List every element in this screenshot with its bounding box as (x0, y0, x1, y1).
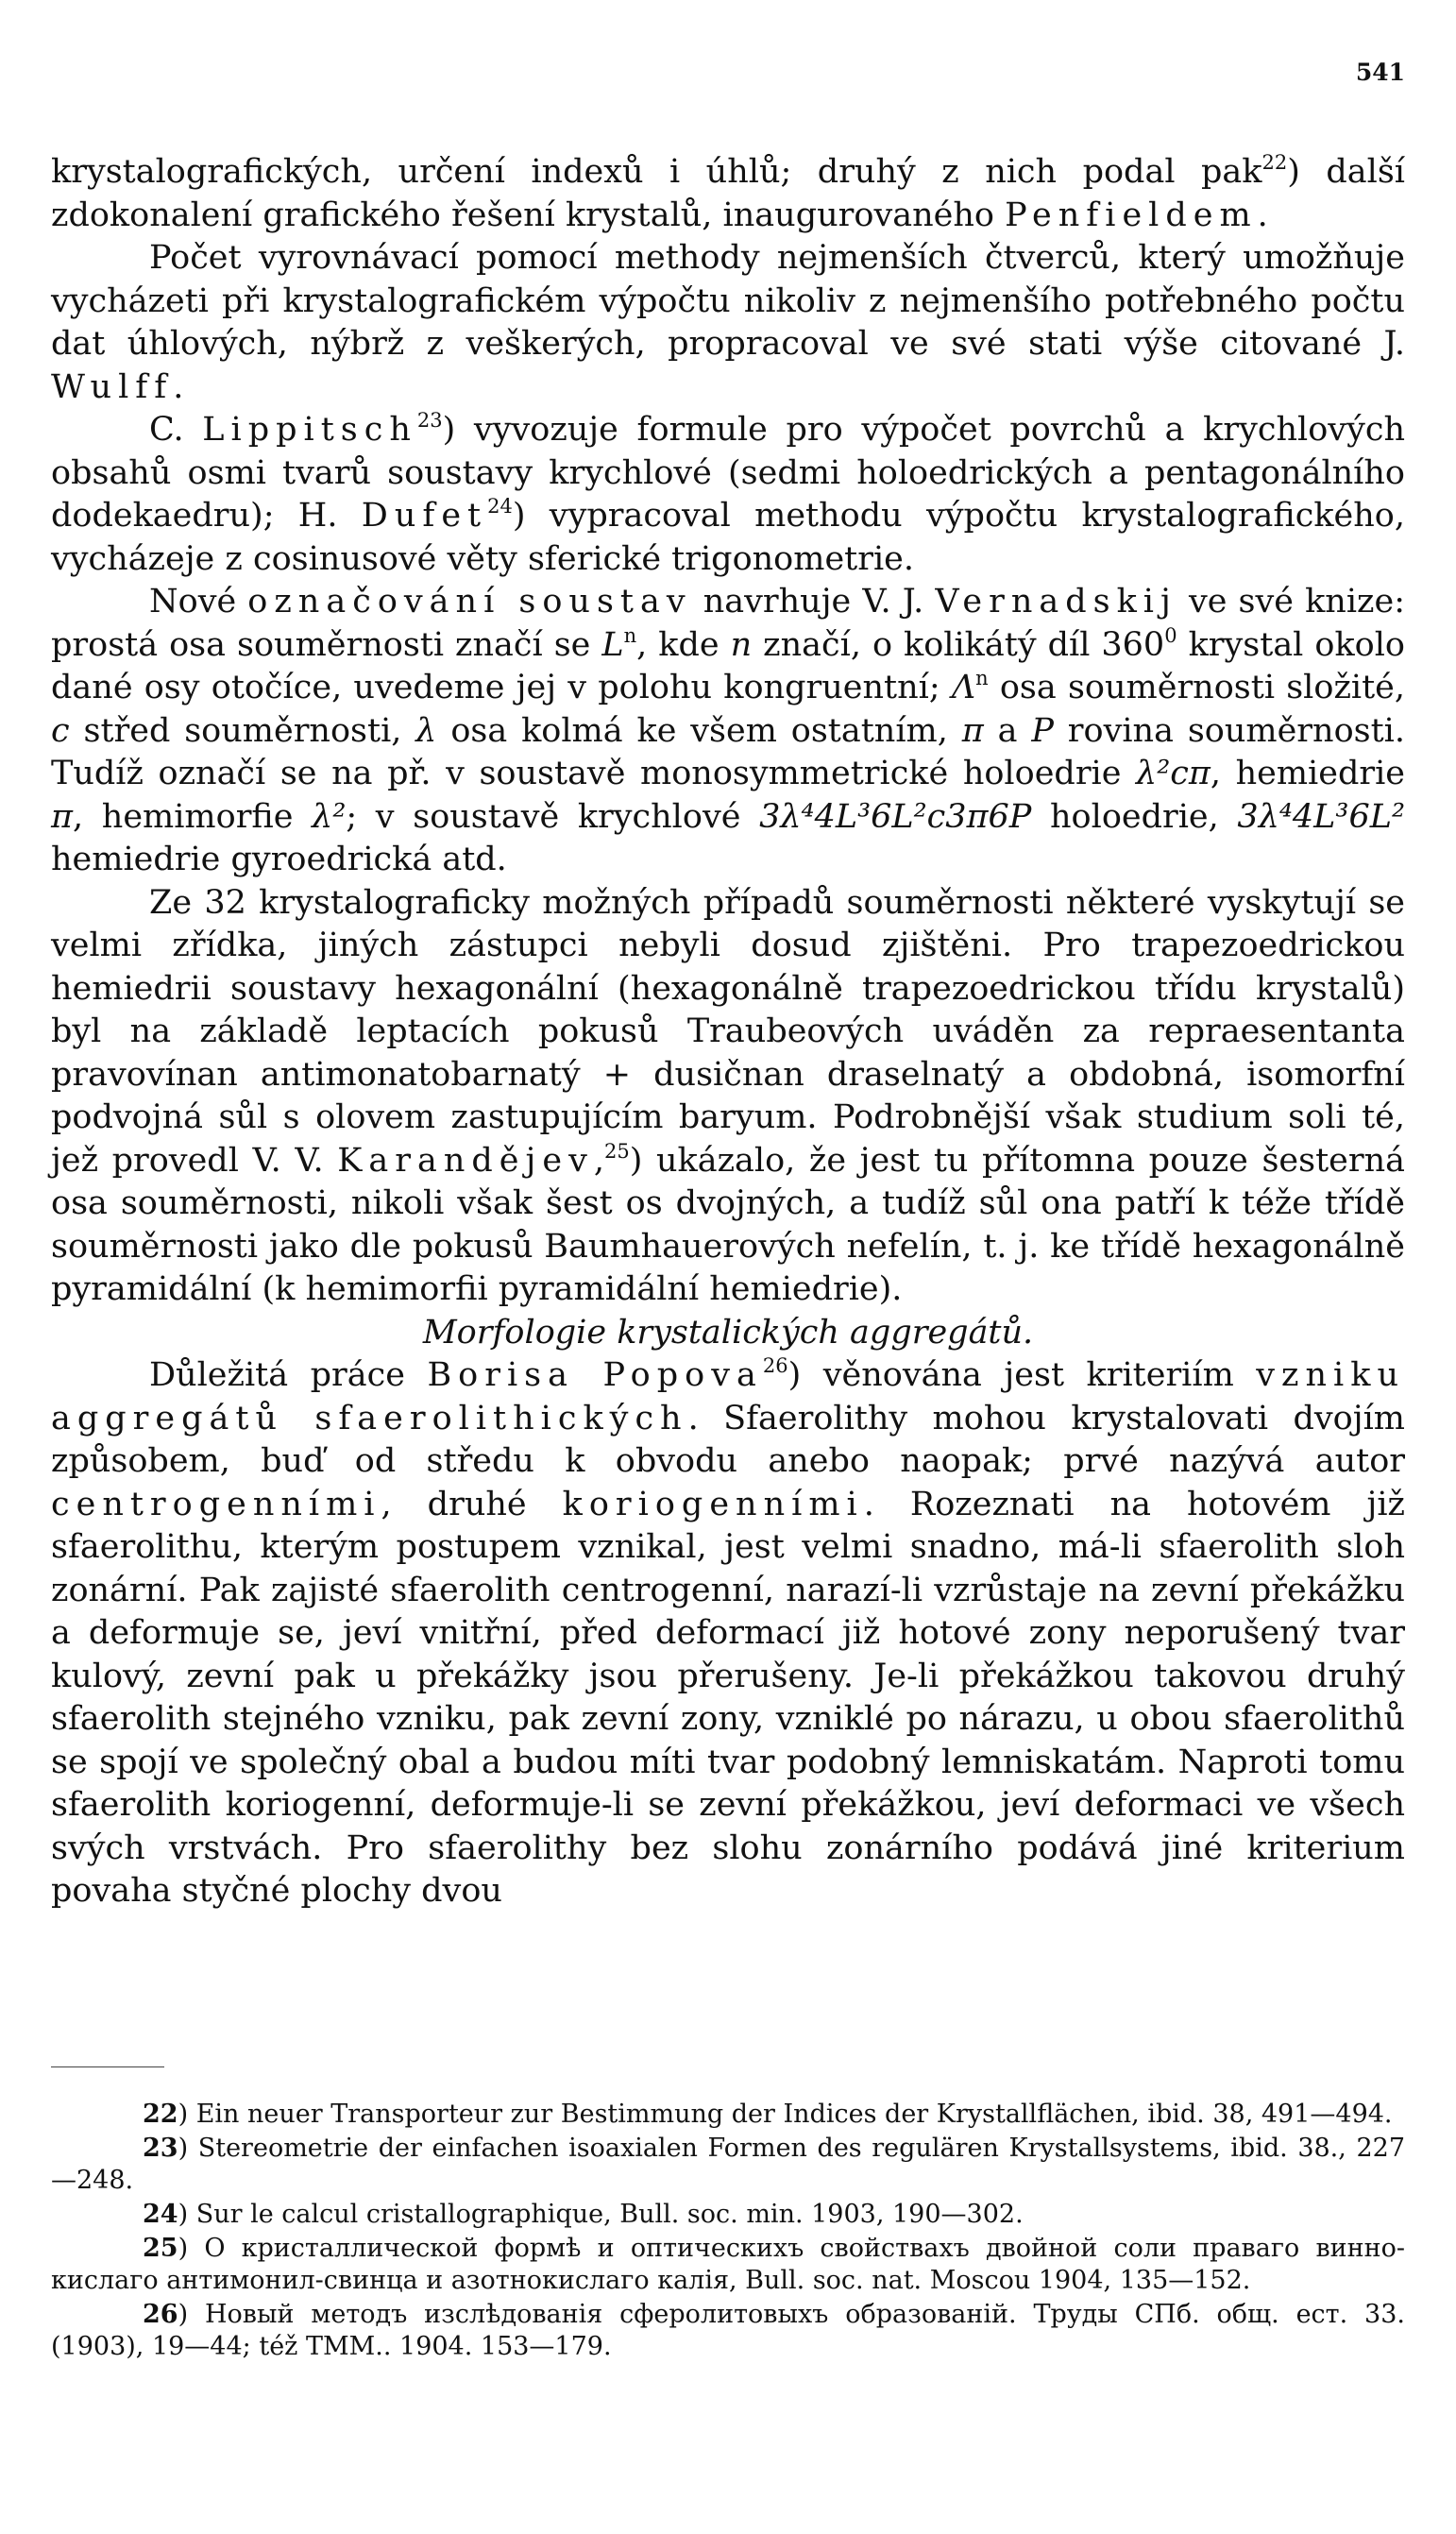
text-run: navrhuje V. J. (691, 583, 936, 621)
section-heading (51, 1312, 1405, 1355)
formula-3: λ² (312, 797, 347, 836)
footnote-paren: ) (178, 2134, 198, 2163)
text-run: ) vypracoval methodu výpočtu krystalografického, vycházeje z cosinusové věty sferické trigonometrie. (51, 497, 1406, 578)
term-centrogenni: centrogenními (51, 1485, 381, 1523)
footnote-25 (51, 2233, 1405, 2297)
footnote-22 (51, 2099, 1405, 2131)
text-run: , hemimorfie (73, 797, 313, 836)
text-run: krystalografických, určení indexů i úhlů; druhý z nich podal pak (51, 153, 1262, 191)
symbol-c: c (51, 711, 70, 750)
name-karandejev: Karandějev (337, 1141, 594, 1180)
footnote-text: Sur le calcul cristallographique, Bull. soc. min. 1903, 190—302. (195, 2200, 1024, 2229)
footnote-paren: ) (178, 2234, 205, 2263)
body-text (51, 151, 1405, 1913)
footnote-23 (51, 2133, 1405, 2197)
footnote-24 (51, 2199, 1405, 2231)
text-run: osa souměrnosti složité, (988, 669, 1405, 706)
text-run: , druhé (381, 1485, 563, 1523)
footnote-text: Stereometrie der einfachen isoaxialen Formen des regulären Krystallsystems, ibid. 38., 227—248. (51, 2134, 1405, 2195)
footnote-text: Новый методъ изслѣдованія сферолитовыхъ образованій. Труды СПб. общ. ест. 33. (1903), 19—44; též TMM.. 1904. 153—179. (51, 2300, 1406, 2361)
paragraph-1 (51, 151, 1405, 237)
page-number: 541 (1355, 59, 1405, 86)
text-run: hemiedrie gyroedrická atd. (51, 841, 507, 878)
text-run: . Sfaerolithy mohou krystalovati dvojím způsobem, buď od středu k obvodu anebo naopak; prvé nazývá autor (51, 1399, 1405, 1480)
degree-mark: 0 (1164, 623, 1177, 647)
footnote-ref-23[interactable]: 23 (416, 409, 443, 433)
name-wulff: Wulff (51, 367, 174, 406)
symbol-sup: n (623, 623, 637, 647)
footnote-26 (51, 2299, 1405, 2363)
text-run: ) věnována jest kriteriím (787, 1356, 1257, 1394)
footnote-ref-24[interactable]: 24 (487, 495, 513, 519)
text-run: Důležitá práce (149, 1356, 428, 1394)
footnote-paren: ) (178, 2200, 196, 2229)
name-dufet: Dufet (361, 497, 488, 535)
footnote-ref-26[interactable]: 26 (762, 1354, 788, 1378)
text-run: Počet vyrovnávací pomocí methody nejmenších čtverců, který umožňuje vycházeti při krystalografickém výpočtu nikoliv z nejmenšího potřebného počtu dat úhlových, nýbrž z veškerých, propracoval ve své stati výše citované J. (51, 239, 1405, 363)
text-run: , kde (636, 625, 731, 664)
footnotes (51, 2099, 1405, 2365)
text-run: . (1257, 196, 1268, 234)
footnote-mark: 26 (143, 2300, 178, 2329)
text-run: . Rozeznati na hotovém již sfaerolithu, kterým postupem vznikal, jest velmi snadno, má-li sfaerolith sloh zonární. Pak zajisté sfaerolith centrogenní, narazí-li vzrůstaje na zevní překážku a deformuje se, jeví vnitřní, před deformací již hotové zony neporušený tvar kulový, zevní pak u překážky jsou přerušeny. Je-li překážkou takovou druhý sfaerolith stejného vzniku, pak zevní zony, vzniklé po nárazu, u obou sfaerolithů se spojí ve společný obal a budou míti tvar podobný lemniskatám. Naproti tomu sfaerolith koriogenní, deformuje-li se zevní překážkou, jeví deformaci ve všech svých vrstvách. Pro sfaerolithy bez slohu zonárního podává jiné kriterium povaha styčné plochy dvou (51, 1485, 1405, 1910)
text-run: ve své knize: prostá osa souměrnosti značí se (51, 583, 1405, 664)
paragraph-6 (51, 1354, 1405, 1913)
symbol-n: n (730, 625, 753, 664)
footnote-paren: ) (178, 2300, 205, 2329)
footnote-mark: 25 (143, 2234, 178, 2263)
text-run: krystal okolo dané osy otočíce, uvedeme jej v polohu kongruentní; (51, 625, 1405, 706)
text-run: rovina souměrnosti. Tudíž označí se na př. v soustavě monosymmetrické holoedrie (51, 711, 1405, 792)
footnote-mark: 24 (143, 2200, 178, 2229)
footnote-paren: ) (178, 2100, 196, 2129)
text-run: ) ukázalo, že jest tu přítomna pouze šesterná osa souměrnosti, nikoli však šest os dvojných, a tudíž sůl ona patří k téže třídě souměrnosti jako dle pokusů Baumhauerových nefelín, t. j. ke třídě hexagonálně pyramidální (k hemimorfii pyramidální hemiedrie). (51, 1141, 1405, 1308)
text-run: , hemiedrie (1210, 755, 1405, 792)
text-run: C. (149, 411, 203, 449)
text-run: a (983, 711, 1032, 750)
footnote-ref-22[interactable]: 22 (1261, 151, 1288, 175)
paragraph-3 (51, 409, 1405, 581)
text-run: Nové (149, 583, 248, 621)
name-lippitsch: Lippitsch (202, 411, 417, 449)
formula-1: λ²cπ (1136, 755, 1211, 792)
name-popov: Borisa Popova (427, 1356, 763, 1394)
term-koriogenni: koriogenními (562, 1485, 864, 1523)
term-vzniku: vzniku aggregátů sfaerolithických (51, 1356, 1405, 1437)
text-run: ) další zdokonalení grafického řešení krystalů, inaugurovaného (51, 153, 1405, 234)
section-heading-text: Morfologie krystalických aggregátů. (422, 1313, 1034, 1352)
footnote-mark: 23 (143, 2134, 178, 2163)
text-run: ; v soustavě krychlové (346, 797, 760, 836)
text-run: značí, o kolikátý díl 360 (752, 625, 1165, 664)
formula-5: 3λ⁴4L³6L² (1237, 797, 1405, 836)
footnote-text: Ein neuer Transporteur zur Bestimmung der Indices der Krystallflächen, ibid. 38, 491—494. (195, 2100, 1393, 2129)
term-oznacovani: označování soustav (247, 583, 692, 621)
symbol-lambda: λ (415, 711, 437, 750)
name-penfield: Penfieldem (1005, 196, 1258, 234)
text-run: ) vyvozuje formule pro výpočet povrchů a krychlových obsahů osmi tvarů soustavy krychlové (sedmi holoedrických a pentagonálního dodekaedru); H. (51, 411, 1405, 535)
footnote-text: О кристаллической формѣ и оптическихъ свойствахъ двойной соли праваго винно-кислаго антимонил-свинца и азотнокислаго калія, Bull. soc. nat. Moscou 1904, 135—152. (51, 2234, 1406, 2295)
formula-4: 3λ⁴4L³6L²c3π6P (759, 797, 1032, 836)
text-run: . (173, 367, 184, 406)
symbol-sup: n (975, 667, 989, 690)
footnote-ref-25[interactable]: 25 (604, 1139, 630, 1163)
paragraph-4 (51, 581, 1405, 882)
name-vernadskij: Vernadskij (935, 583, 1177, 621)
text-run: holoedrie, (1031, 797, 1238, 836)
text-run: osa kolmá ke všem ostatním, (436, 711, 962, 750)
symbol-P: P (1031, 711, 1054, 750)
footnote-mark: 22 (143, 2100, 178, 2129)
symbol-lambda-capital: Λ (951, 669, 976, 706)
paragraph-5 (51, 882, 1405, 1312)
symbol-pi: π (961, 711, 984, 750)
text-run: střed souměrnosti, (69, 711, 416, 750)
text-run: , (593, 1141, 604, 1180)
text-run: Ze 32 krystalograficky možných případů souměrnosti některé vyskytují se velmi zřídka, jiných zástupci nebyli dosud zjištěni. Pro trapezoedrickou hemiedrii soustavy hexagonální (hexagonálně trapezoedrickou třídu krystalů) byl na základě leptacích pokusů Traubeových uváděn za repraesentanta pravovínan antimonatobarnatý + dusičnan draselnatý a obdobná, isomorfní podvojná sůl s olovem zastupujícím baryum. Podrobnější však studium soli té, jež provedl V. V. (51, 883, 1405, 1180)
symbol-L: L (601, 625, 624, 664)
paragraph-2 (51, 237, 1405, 409)
footnote-divider (51, 2066, 164, 2067)
formula-2: π (51, 797, 74, 836)
